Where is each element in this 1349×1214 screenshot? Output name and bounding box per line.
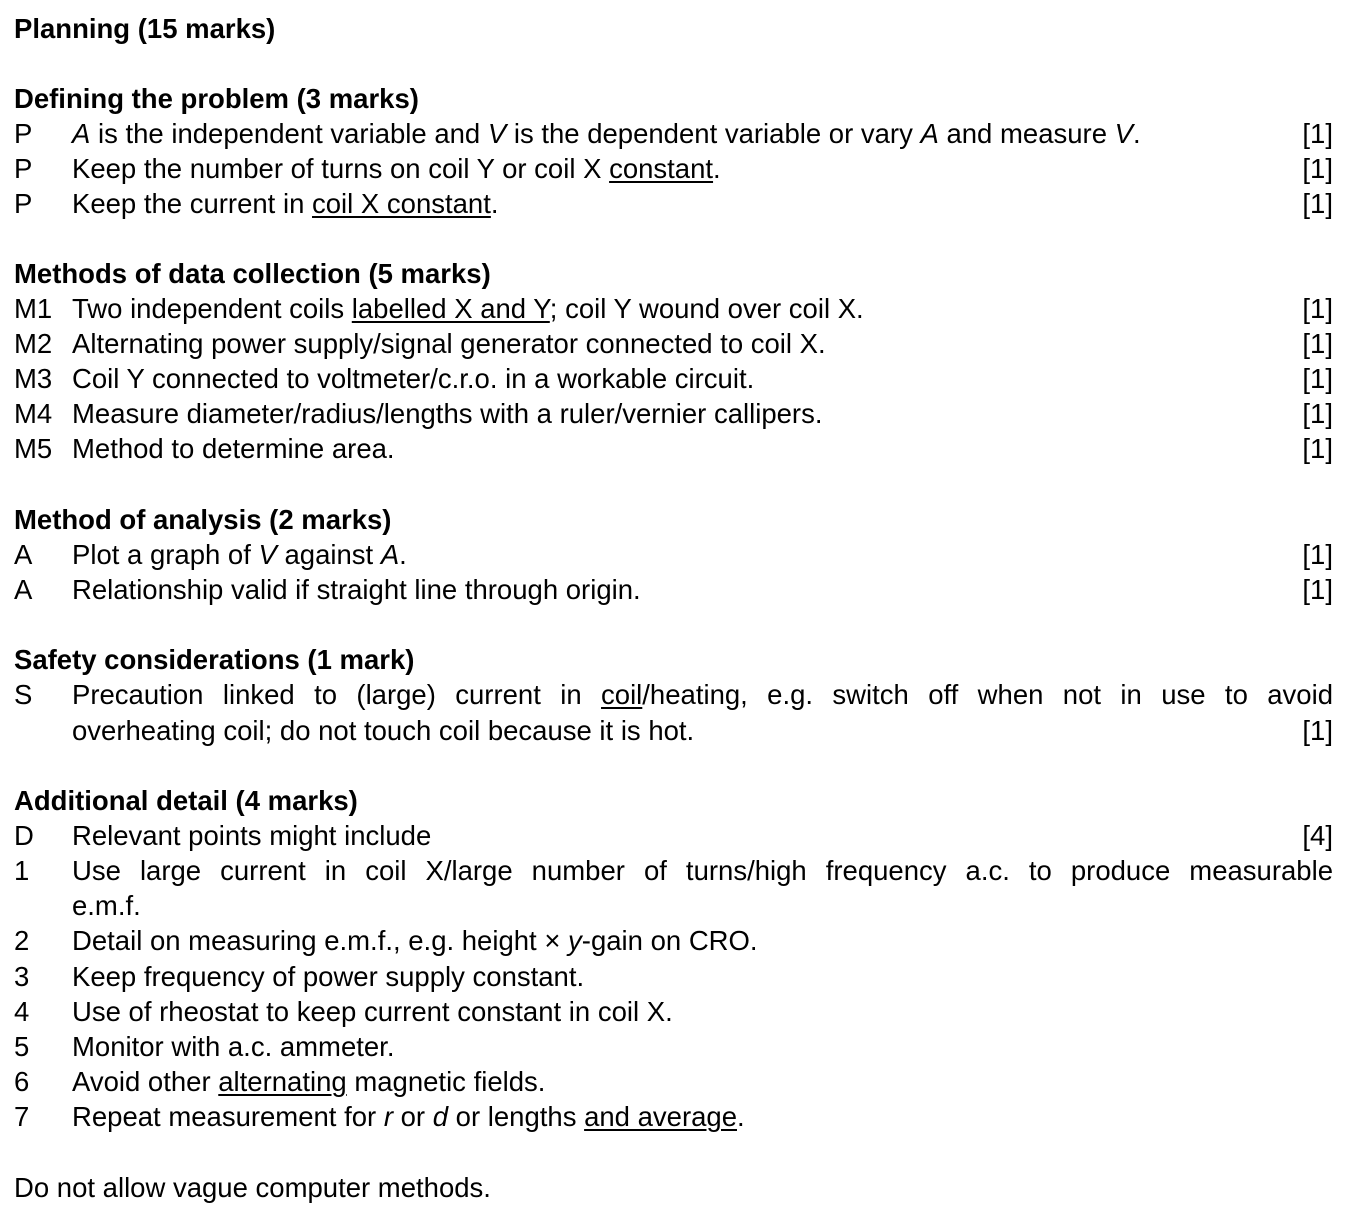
item-text: Avoid other alternating magnetic fields.	[72, 1066, 546, 1097]
item-text: Use of rheostat to keep current constant in coil X.	[72, 996, 673, 1027]
item-mark: [1]	[1302, 398, 1333, 429]
item-code: S	[14, 679, 33, 710]
item-code: 1	[14, 855, 30, 886]
item-code: M1	[14, 293, 53, 324]
item-mark: [1]	[1302, 153, 1333, 184]
item-text: Detail on measuring e.m.f., e.g. height × y-gain on CRO.	[72, 925, 758, 956]
item-code: 4	[14, 996, 30, 1027]
item-mark: [1]	[1302, 363, 1333, 394]
list-item-continuation	[14, 713, 1333, 748]
item-mark: [1]	[1302, 328, 1333, 359]
item-code: 7	[14, 1101, 30, 1132]
list-item	[14, 361, 1333, 396]
item-text: Measure diameter/radius/lengths with a ruler/vernier callipers.	[72, 398, 823, 429]
item-code: A	[14, 574, 33, 605]
list-item	[14, 431, 1333, 466]
item-code: D	[14, 820, 34, 851]
list-item	[14, 291, 1333, 326]
list-item	[14, 537, 1333, 572]
item-text: Coil Y connected to voltmeter/c.r.o. in a workable circuit.	[72, 363, 755, 394]
item-text: Relevant points might include	[72, 820, 432, 851]
item-code: A	[14, 539, 33, 570]
list-item	[14, 677, 1333, 712]
section-heading: Method of analysis (2 marks)	[14, 504, 392, 535]
item-text: A is the independent variable and V is the dependent variable or vary A and measure V.	[72, 118, 1141, 149]
page-title: Planning (15 marks)	[14, 13, 276, 44]
section-heading: Defining the problem (3 marks)	[14, 83, 419, 114]
list-item	[14, 853, 1333, 888]
item-text: Precaution linked to (large) current in coil/heating, e.g. switch off when not in use to avoid	[72, 679, 1333, 710]
item-mark: [1]	[1302, 188, 1333, 219]
item-code: P	[14, 153, 33, 184]
item-text: Monitor with a.c. ammeter.	[72, 1031, 395, 1062]
item-text: Two independent coils labelled X and Y; coil Y wound over coil X.	[72, 293, 864, 324]
list-item	[14, 186, 1333, 221]
item-mark: [1]	[1302, 715, 1333, 746]
item-mark: [1]	[1302, 433, 1333, 464]
list-item	[14, 1064, 1333, 1099]
item-text: Relationship valid if straight line through origin.	[72, 574, 641, 605]
list-item	[14, 923, 1333, 958]
item-text: Plot a graph of V against A.	[72, 539, 407, 570]
item-code: M3	[14, 363, 53, 394]
item-code: M5	[14, 433, 53, 464]
item-code: M2	[14, 328, 53, 359]
item-code: 3	[14, 961, 30, 992]
item-text-continuation: overheating coil; do not touch coil because it is hot.	[72, 715, 695, 746]
list-item-continuation	[14, 888, 1333, 923]
item-mark: [1]	[1302, 574, 1333, 605]
list-item	[14, 116, 1333, 151]
item-code: 5	[14, 1031, 30, 1062]
list-item	[14, 572, 1333, 607]
list-item	[14, 396, 1333, 431]
item-text: Keep frequency of power supply constant.	[72, 961, 585, 992]
section-heading: Additional detail (4 marks)	[14, 785, 358, 816]
list-item	[14, 994, 1333, 1029]
list-item	[14, 959, 1333, 994]
list-item	[14, 1029, 1333, 1064]
item-text-continuation: e.m.f.	[72, 890, 141, 921]
list-item	[14, 818, 1333, 853]
item-code: 2	[14, 925, 30, 956]
section-heading: Methods of data collection (5 marks)	[14, 258, 491, 289]
item-mark: [1]	[1302, 118, 1333, 149]
list-item	[14, 326, 1333, 361]
item-code: M4	[14, 398, 53, 429]
list-item	[14, 1099, 1333, 1134]
item-mark: [1]	[1302, 293, 1333, 324]
item-mark: [4]	[1302, 820, 1333, 851]
footer-note: Do not allow vague computer methods.	[14, 1172, 491, 1203]
item-code: P	[14, 118, 33, 149]
item-code: 6	[14, 1066, 30, 1097]
item-text: Use large current in coil X/large number of turns/high frequency a.c. to produce measurable	[72, 855, 1333, 886]
item-code: P	[14, 188, 33, 219]
item-text: Keep the current in coil X constant.	[72, 188, 499, 219]
list-item	[14, 151, 1333, 186]
item-text: Alternating power supply/signal generator connected to coil X.	[72, 328, 826, 359]
item-text: Repeat measurement for r or d or lengths and average.	[72, 1101, 745, 1132]
item-text: Keep the number of turns on coil Y or coil X constant.	[72, 153, 721, 184]
item-mark: [1]	[1302, 539, 1333, 570]
item-text: Method to determine area.	[72, 433, 395, 464]
section-heading: Safety considerations (1 mark)	[14, 644, 415, 675]
